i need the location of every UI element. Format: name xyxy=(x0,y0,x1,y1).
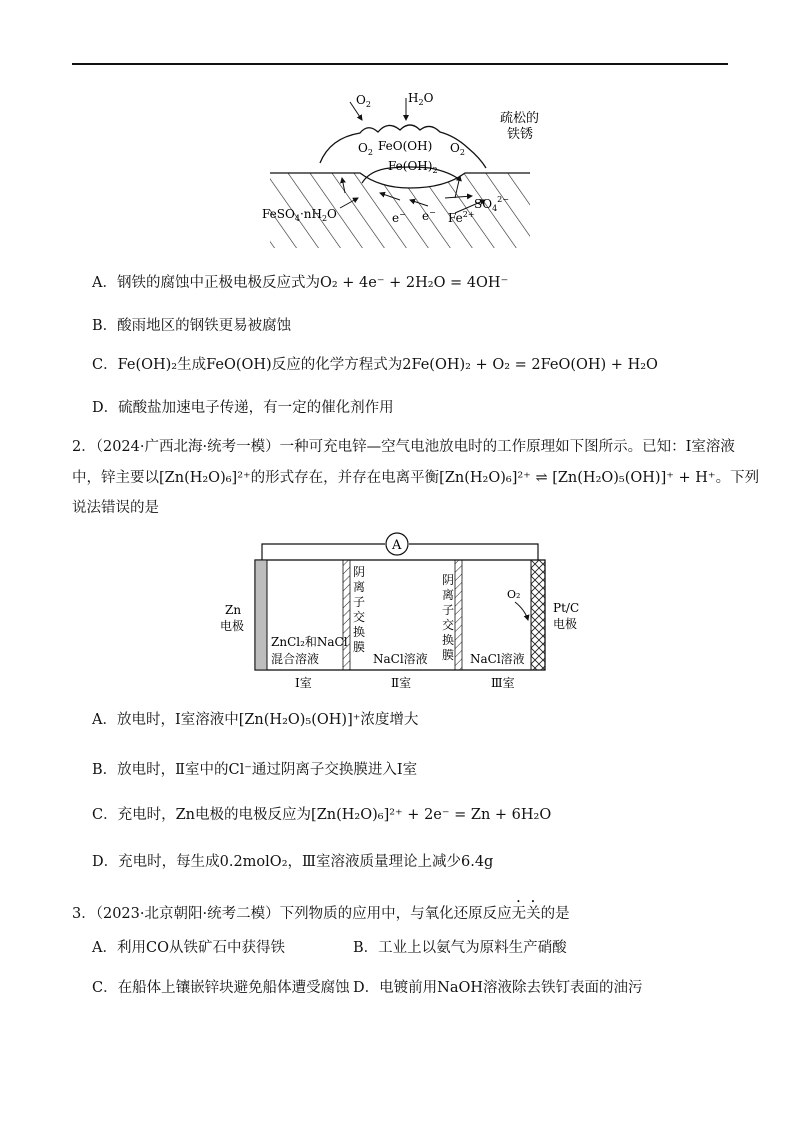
membrane2-char-1: 阴 xyxy=(442,573,455,587)
q1-option-b: B．酸雨地区的钢铁更易被腐蚀 xyxy=(92,318,292,334)
q1-option-a: A．钢铁的腐蚀中正极电极反应式为O₂ + 4e⁻ + 2H₂O = 4OH⁻ xyxy=(92,275,509,291)
membrane1-char-2: 离 xyxy=(353,580,366,594)
q2-stem-line-2: 中，锌主要以[Zn(H₂O)₆]²⁺的形式存在，并存在电离平衡[Zn(H₂O)₆]²⁺ ⇌ [Zn(H₂O)₅(OH)]⁺ + H⁺。下列 xyxy=(72,470,760,486)
q3-option-b: B．工业上以氨气为原料生产硝酸 xyxy=(353,940,567,956)
q1-option-d: D．硫酸盐加速电子传递，有一定的催化剂作用 xyxy=(92,400,394,416)
q2-option-a: A．放电时，Ⅰ室溶液中[Zn(H₂O)₅(OH)]⁺浓度增大 xyxy=(92,712,419,728)
electron-label-1: e− xyxy=(392,210,406,225)
o2-left-label: $O_2$ xyxy=(358,141,373,157)
q3-option-a: A．利用CO从铁矿石中获得铁 xyxy=(92,940,285,956)
battery-diagram xyxy=(215,532,595,694)
zn-label-2: 电极 xyxy=(220,619,245,633)
rust-diagram xyxy=(250,88,550,253)
q2-stem-line-1: 2．（2024·广西北海·统考一模）一种可充电锌—空气电池放电时的工作原理如下图所示。已知：Ⅰ室溶液 xyxy=(72,439,735,455)
q1-option-c: C．Fe(OH)₂生成FeO(OH)反应的化学方程式为2Fe(OH)₂ + O₂ = 2FeO(OH) + H₂O xyxy=(92,357,658,373)
header-rule xyxy=(72,63,728,65)
loose-rust-label-1: 疏松的 xyxy=(500,111,540,126)
q2-option-c: C．充电时，Zn电极的电极反应为[Zn(H₂O)₆]²⁺ + 2e⁻ = Zn + 6H₂O xyxy=(92,807,552,823)
membrane1-char-4: 交 xyxy=(353,610,366,624)
q1-c-equation: 2Fe(OH)₂ + O₂ = 2FeO(OH) + H₂O xyxy=(402,357,658,373)
q2-option-d: D．充电时，每生成0.2molO₂，Ⅲ室溶液质量理论上减少6.4g xyxy=(92,854,494,870)
ptc-label-2: 电极 xyxy=(553,617,578,631)
membrane1-char-1: 阴 xyxy=(353,565,366,579)
h2o-label: $H_2O$ xyxy=(408,91,434,107)
zn-label-1: Zn xyxy=(225,603,242,617)
mix-label-1: ZnCl₂和NaCl xyxy=(271,635,348,649)
emphasis-text: 无关 xyxy=(511,906,541,922)
membrane1-char-5: 换 xyxy=(353,625,366,639)
q3-stem: 3．（2023·北京朝阳·统考二模）下列物质的应用中，与氧化还原反应无关的是 xyxy=(72,906,570,922)
q1-a-equation: O₂ + 4e⁻ + 2H₂O = 4OH⁻ xyxy=(319,275,509,291)
o2-right-label: $O_2$ xyxy=(450,141,465,157)
mix-label-2: 混合溶液 xyxy=(271,652,320,666)
o2-label: O₂ xyxy=(507,588,521,601)
feso4-label: $FeSO_4\cdot nH_2O$ xyxy=(262,207,337,223)
so4-label: $SO_4^{2-}$ xyxy=(474,195,509,213)
o2-in-label: $O_2$ xyxy=(356,93,371,109)
membrane1-char-6: 膜 xyxy=(353,640,366,654)
room1-label: Ⅰ室 xyxy=(295,676,312,690)
fe2-label: $Fe^{2+}$ xyxy=(448,210,475,225)
q3-option-d: D．电镀前用NaOH溶液除去铁钉表面的油污 xyxy=(353,980,643,996)
room2-label: Ⅱ室 xyxy=(391,676,412,690)
feoh2-label: $Fe(OH)_2$ xyxy=(388,159,438,175)
q3-option-c: C．在船体上镶嵌锌块避免船体遭受腐蚀 xyxy=(92,980,350,996)
membrane2-char-2: 离 xyxy=(442,588,455,602)
membrane2-char-6: 膜 xyxy=(442,648,455,662)
ptc-label-1: Pt/C xyxy=(553,601,580,615)
q2-option-b: B．放电时，Ⅱ室中的Cl⁻通过阴离子交换膜进入Ⅰ室 xyxy=(92,762,418,778)
loose-rust-label-2: 铁锈 xyxy=(507,127,534,142)
membrane1-char-3: 子 xyxy=(353,595,366,609)
q2-stem-line-3: 说法错误的是 xyxy=(72,500,159,516)
membrane2-char-5: 换 xyxy=(442,633,455,647)
feooh-label: FeO(OH) xyxy=(378,139,433,153)
room3-solution-label: NaCl溶液 xyxy=(470,652,525,666)
ammeter-label: A xyxy=(392,538,402,553)
room3-label: Ⅲ室 xyxy=(491,676,515,690)
room2-solution-label: NaCl溶液 xyxy=(373,652,428,666)
electron-label-2: e− xyxy=(422,208,436,223)
membrane2-char-3: 子 xyxy=(442,603,455,617)
membrane2-char-4: 交 xyxy=(442,618,455,632)
